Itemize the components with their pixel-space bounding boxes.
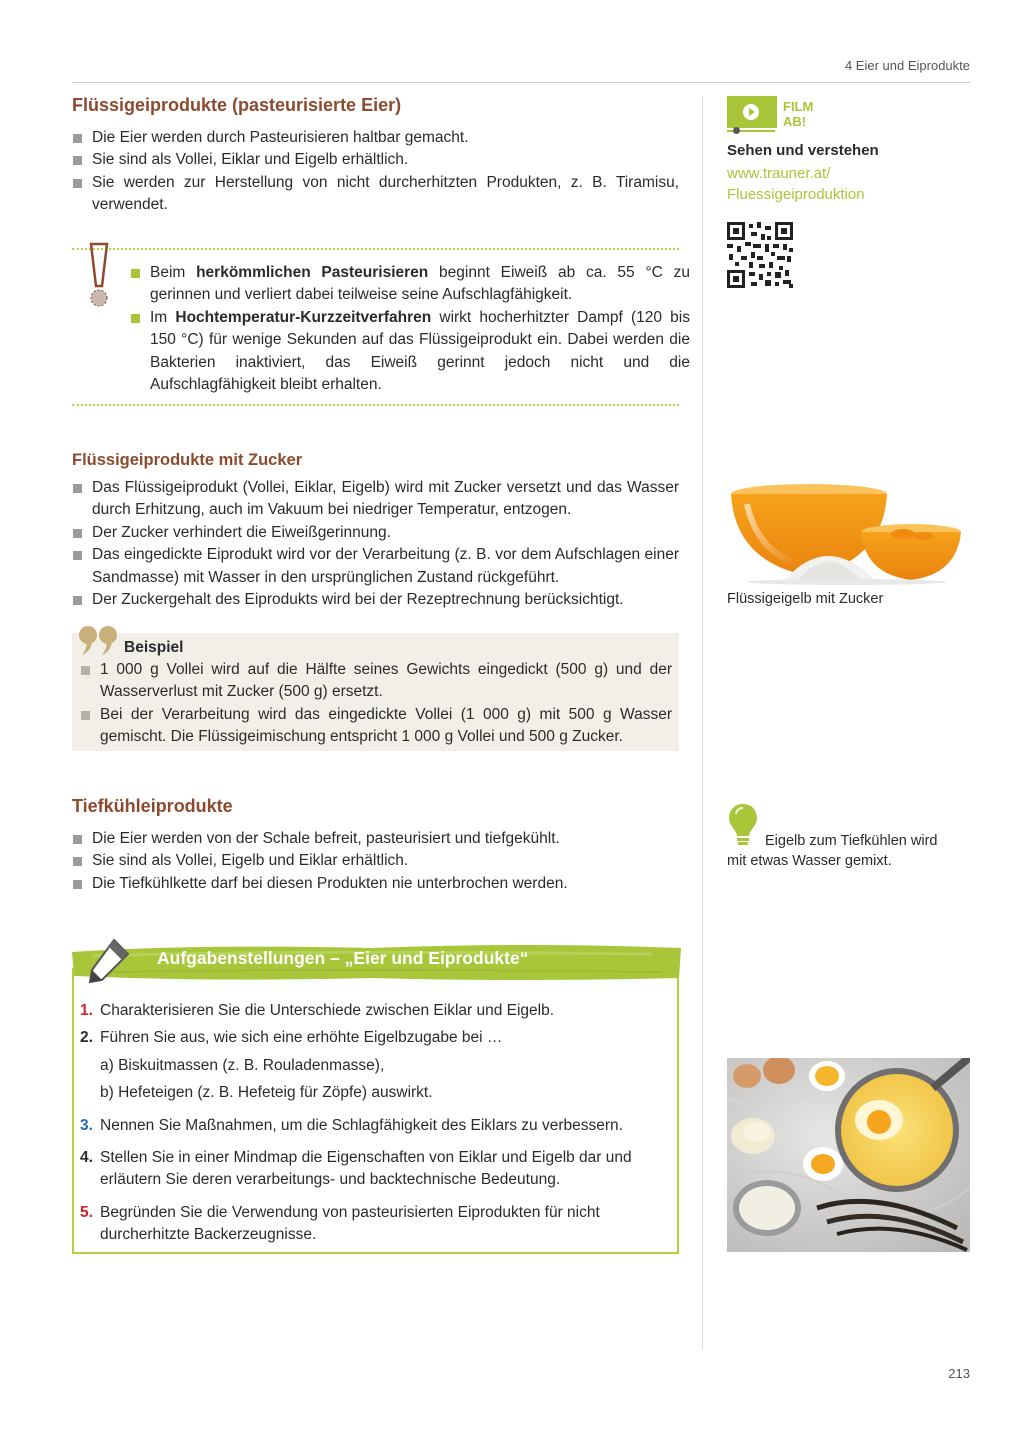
- list-item: Das eingedickte Eiprodukt wird vor der Verarbeitung (z. B. vor dem Aufschlagen einer Sandmasse) mit Wasser in den ursprünglichen Zustand rückgeführt.: [72, 544, 679, 589]
- yolk-caption: Flüssigeigelb mit Zucker: [727, 591, 884, 607]
- warning-note: [72, 248, 690, 406]
- tip-text: mit etwas Wasser gemixt.: [727, 853, 892, 869]
- example-title: Beispiel: [124, 639, 184, 656]
- film-label: FILM AB!: [783, 99, 814, 129]
- note-list: [130, 262, 690, 396]
- list-item: Der Zuckergehalt des Eiprodukts wird bei der Rezeptrechnung berücksichtigt.: [72, 589, 679, 611]
- list-item: Das Flüssigeiprodukt (Vollei, Eiklar, Eigelb) wird mit Zucker versetzt und das Wasser durch Erhitzung, auch im Vakuum bei niedriger Temperatur, entzogen.: [72, 477, 679, 522]
- list-item: Die Tiefkühlkette darf bei diesen Produkten nie unterbrochen werden.: [72, 873, 679, 895]
- section-title: Flüssigeiprodukte mit Zucker: [72, 451, 303, 469]
- film-title: Sehen und verstehen: [727, 142, 879, 159]
- example-list: [80, 659, 672, 749]
- section-frozen: [72, 796, 679, 895]
- list-item: Die Eier werden durch Pasteurisieren haltbar gemacht.: [72, 127, 679, 149]
- list-item: Der Zucker verhindert die Eiweißgerinnung.: [72, 522, 679, 544]
- running-head: 4 Eier und Eiprodukte: [844, 58, 970, 73]
- bullet-list: [72, 477, 679, 611]
- page-number: 213: [948, 1366, 970, 1381]
- bullet-list: [72, 127, 679, 217]
- task-item: 4. Stellen Sie in einer Mindmap die Eigenschaften von Eiklar und Eigelb dar und erläutern Sie deren verarbeitungs- und backtechnische Bedeutung.: [80, 1149, 632, 1189]
- tip-text: Eigelb zum Tiefkühlen wird: [765, 833, 938, 849]
- qr-code-icon[interactable]: [727, 222, 793, 288]
- task-item: 1. Charakterisieren Sie die Unterschiede zwischen Eiklar und Eigelb.: [80, 1002, 555, 1019]
- example-box: [72, 633, 679, 751]
- column-divider: [702, 96, 703, 1350]
- pencil-icon: [84, 936, 132, 986]
- list-item: Beim herkömmlichen Pasteurisieren beginnt Eiweiß ab ca. 55 °C zu gerinnen und verliert dabei teilweise seine Aufschlagfähigkeit.: [130, 262, 690, 307]
- play-icon: [743, 104, 759, 120]
- list-item: Im Hochtemperatur-Kurzzeitverfahren wirkt hocherhitzter Dampf (120 bis 150 °C) für wenige Sekunden auf das Flüssigeiprodukt ein. Dabei werden die Bakterien inaktiviert, das Eiweiß gerinnt jedoch nicht und die Aufschlagfähigkeit bleibt erhalten.: [130, 307, 690, 397]
- list-item: Sie sind als Vollei, Eigelb und Eiklar erhältlich.: [72, 850, 679, 872]
- section-title: Flüssigeiprodukte (pasteurisierte Eier): [72, 95, 402, 115]
- egg-bowl-image: [727, 1058, 970, 1252]
- list-item: Sie werden zur Herstellung von nicht durcherhitzten Produkten, z. B. Tiramisu, verwendet.: [72, 172, 679, 217]
- tasks-list: [80, 1000, 674, 1252]
- tasks-title: Aufgabenstellungen – „Eier und Eiprodukte“: [157, 948, 529, 968]
- task-item: 5. Begründen Sie die Verwendung von pasteurisierten Eiprodukten für nicht durcherhitzte Backerzeugnisse.: [80, 1203, 600, 1244]
- list-item: Sie sind als Vollei, Eiklar und Eigelb erhältlich.: [72, 149, 679, 171]
- film-link[interactable]: www.trauner.at/ Fluessigeiproduktion: [727, 165, 865, 203]
- list-item: 1 000 g Vollei wird auf die Hälfte seines Gewichts eingedickt (500 g) und der Wasserverlust mit Zucker (500 g) ersetzt.: [80, 659, 672, 704]
- header-divider: [72, 82, 970, 83]
- yolk-sugar-image: [727, 480, 970, 586]
- list-item: Die Eier werden von der Schale befreit, pasteurisiert und tiefgekühlt.: [72, 828, 679, 850]
- film-progress-dot: [733, 127, 740, 134]
- task-item: 2. Führen Sie aus, wie sich eine erhöhte Eigelbzugabe bei … a) Biskuitmassen (z. B. Rouladenmasse), b) Hefeteigen (z. B. Hefeteig für Zöpfe) auswirkt.: [80, 1029, 503, 1102]
- bullet-list: [72, 828, 679, 895]
- exclamation-icon: [82, 242, 116, 312]
- list-item: Bei der Verarbeitung wird das eingedickte Vollei (1 000 g) mit 500 g Wasser gemischt. Die Flüssigeimischung entspricht 1 000 g Vollei und 500 g Zucker.: [80, 704, 672, 749]
- task-item: 3. Nennen Sie Maßnahmen, um die Schlagfähigkeit des Eiklars zu verbessern.: [80, 1116, 623, 1134]
- film-badge: [727, 96, 777, 128]
- quote-icon: [78, 623, 120, 657]
- section-with-sugar: [72, 451, 679, 611]
- section-title: Tiefkühleiprodukte: [72, 796, 233, 816]
- section-pasteurized: [72, 95, 679, 217]
